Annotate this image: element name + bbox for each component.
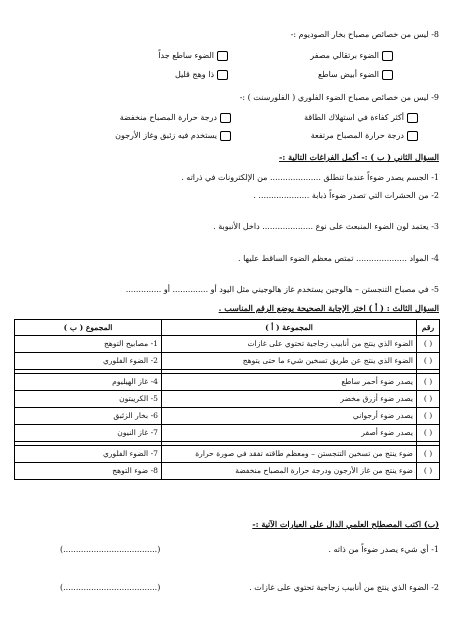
group-b-cell: 2- الضوء الفلوري bbox=[15, 353, 162, 370]
fill-item-3-end: داخل الأنبوبة . bbox=[213, 222, 260, 231]
group-b-cell: 7- الضوء الفلوري bbox=[15, 446, 162, 463]
table-row bbox=[15, 336, 440, 353]
section2-title: السؤال الثاني ( ب ) :- أكمل الفراغات التالية :- bbox=[279, 152, 439, 162]
checkbox-icon[interactable] bbox=[217, 51, 228, 61]
fill-item-1-text: 1- الجسم يصدر ضوءاً عندما تنطلق bbox=[323, 173, 439, 182]
fill-item-2-text: 2- من الحشرات التي تصدر ضوءاً ذبابة bbox=[311, 191, 439, 200]
q8-option-4-label: ذا وهج قليل bbox=[174, 70, 214, 80]
checkbox-icon[interactable] bbox=[382, 51, 393, 61]
fill-item-5-or: أو bbox=[163, 285, 170, 294]
section3-title: السؤال الثالث : ( أ ) اختر الإجابة الصحيحة بوضع الرقم المناسب . bbox=[218, 303, 439, 313]
checkbox-icon[interactable] bbox=[407, 113, 418, 123]
fill-item-2-end: . bbox=[253, 191, 256, 200]
group-a-cell: ضوء ينتج من غاز الأرجون ودرجة حرارة المصباح منخفضة bbox=[162, 463, 417, 480]
q8-stem: 8- ليس من خصائص مصباح بخار الصوديوم :- bbox=[290, 30, 439, 39]
answer-slot[interactable]: ( ) bbox=[417, 374, 440, 391]
checkbox-icon[interactable] bbox=[407, 131, 418, 141]
fill-blank-3[interactable]: .................... bbox=[262, 222, 314, 231]
header-group-a: المجموعة ( أ ) bbox=[162, 320, 417, 336]
answer-slot[interactable]: ( ) bbox=[417, 336, 440, 353]
matching-table bbox=[14, 319, 440, 480]
group-a-cell: يصدر ضوء أرجواني bbox=[162, 408, 417, 425]
matching-header-row bbox=[15, 320, 440, 336]
fill-blank-2[interactable]: .................... bbox=[258, 191, 310, 200]
answer-slot[interactable]: ( ) bbox=[417, 353, 440, 370]
q8-option-3[interactable] bbox=[318, 70, 393, 80]
group-a-cell: يصدر ضوء أصفر bbox=[162, 425, 417, 442]
header-group-b: المجموع ( ب ) bbox=[15, 320, 162, 336]
q9-option-1[interactable] bbox=[304, 113, 418, 123]
term-item-1: 1- أي شيء يصدر ضوءاً من ذاته . bbox=[328, 545, 439, 554]
fill-item-3 bbox=[213, 222, 439, 232]
q9-option-2[interactable] bbox=[120, 113, 231, 123]
group-b-cell: 6- بخار الزئبق bbox=[15, 408, 162, 425]
q9-option-2-label: درجة حرارة المصباح منخفضة bbox=[119, 113, 217, 123]
group-b-cell: 4- غاز الهيليوم bbox=[15, 374, 162, 391]
q8-option-4[interactable] bbox=[175, 70, 228, 80]
fill-item-4 bbox=[238, 254, 439, 264]
checkbox-icon[interactable] bbox=[217, 70, 228, 80]
table-row bbox=[15, 463, 440, 480]
checkbox-icon[interactable] bbox=[220, 113, 231, 123]
fill-item-4-end: تمتص معظم الضوء الساقط عليها . bbox=[238, 254, 354, 263]
term-answer-2[interactable]: (.....................................) bbox=[60, 583, 161, 592]
fill-item-2 bbox=[253, 191, 439, 201]
term-answer-1[interactable]: (.....................................) bbox=[60, 545, 161, 554]
q9-option-4-label: يستخدم فيه زئبق وغاز الأرجون bbox=[115, 131, 217, 141]
q9-option-3[interactable] bbox=[311, 131, 418, 141]
table-row bbox=[15, 425, 440, 442]
fill-item-5 bbox=[126, 285, 439, 295]
answer-slot[interactable]: ( ) bbox=[417, 425, 440, 442]
fill-item-4-text: 4- المواد bbox=[409, 254, 439, 263]
fill-item-5-text: 5- في مصباح التنجستن – هالوجين يستخدم غاز هالوجيني مثل اليود أو bbox=[210, 285, 439, 294]
group-b-cell: 5- الكريبتون bbox=[15, 391, 162, 408]
q8-option-2[interactable] bbox=[158, 51, 228, 61]
group-a-cell: الضوء الذي ينتج عن طريق تسخين شيء ما حتى يتوهج bbox=[162, 353, 417, 370]
q8-option-3-label: الضوء أبيض ساطع bbox=[317, 70, 379, 80]
group-b-cell: 8- ضوء التوهج bbox=[15, 463, 162, 480]
fill-item-3-text: 3- يعتمد لون الضوء المنبعث على نوع bbox=[315, 222, 439, 231]
fill-blank-1[interactable]: .................... bbox=[270, 173, 321, 182]
q8-option-1-label: الضوء برتقالي مصفر bbox=[310, 51, 379, 61]
group-a-cell: يصدر ضوء أحمر ساطع bbox=[162, 374, 417, 391]
group-a-cell: يصدر ضوء أزرق مخضر bbox=[162, 391, 417, 408]
group-a-cell: الضوء الذي ينتج من أنابيب زجاجية تحتوي على غازات bbox=[162, 336, 417, 353]
q8-option-2-label: الضوء ساطع جداً bbox=[158, 51, 214, 61]
answer-slot[interactable]: ( ) bbox=[417, 446, 440, 463]
header-number: رقم bbox=[417, 320, 440, 336]
group-b-cell: 7- غاز النيون bbox=[15, 425, 162, 442]
fill-blank-5b[interactable]: .............. bbox=[125, 285, 162, 294]
answer-slot[interactable]: ( ) bbox=[417, 391, 440, 408]
term-item-2: 2- الضوء الذي ينتج من أنابيب زجاجية تحتوي على غازات . bbox=[249, 583, 439, 592]
q9-option-3-label: درجة حرارة المصباح مرتفعة bbox=[310, 131, 404, 141]
table-row bbox=[15, 446, 440, 463]
fill-blank-5a[interactable]: .............. bbox=[172, 285, 209, 294]
q9-stem: 9- ليس من خصائص مصباح الضوء الفلوري ( الفلورسنت ) :- bbox=[239, 93, 439, 102]
table-row bbox=[15, 408, 440, 425]
table-row bbox=[15, 374, 440, 391]
fill-item-1 bbox=[181, 173, 439, 183]
fill-blank-4[interactable]: .................... bbox=[356, 254, 407, 263]
q9-option-1-label: أكثر كفاءة في استهلاك الطاقة bbox=[304, 113, 404, 123]
group-a-cell: ضوء ينتج من تسخين التنجستن – ومعظم طاقته تفقد في صورة حرارة bbox=[162, 446, 417, 463]
table-row bbox=[15, 391, 440, 408]
group-b-cell: 1- مصابيح التوهج bbox=[15, 336, 162, 353]
q8-option-1[interactable] bbox=[310, 51, 393, 61]
checkbox-icon[interactable] bbox=[220, 131, 231, 141]
answer-slot[interactable]: ( ) bbox=[417, 463, 440, 480]
q9-option-4[interactable] bbox=[115, 131, 231, 141]
table-row bbox=[15, 353, 440, 370]
fill-item-1-end: من الإلكترونات في ذراته . bbox=[181, 173, 268, 182]
section3b-title: (ب) اكتب المصطلح العلمي الدال على العبارات الآتية :- bbox=[252, 519, 439, 529]
answer-slot[interactable]: ( ) bbox=[417, 408, 440, 425]
checkbox-icon[interactable] bbox=[382, 70, 393, 80]
